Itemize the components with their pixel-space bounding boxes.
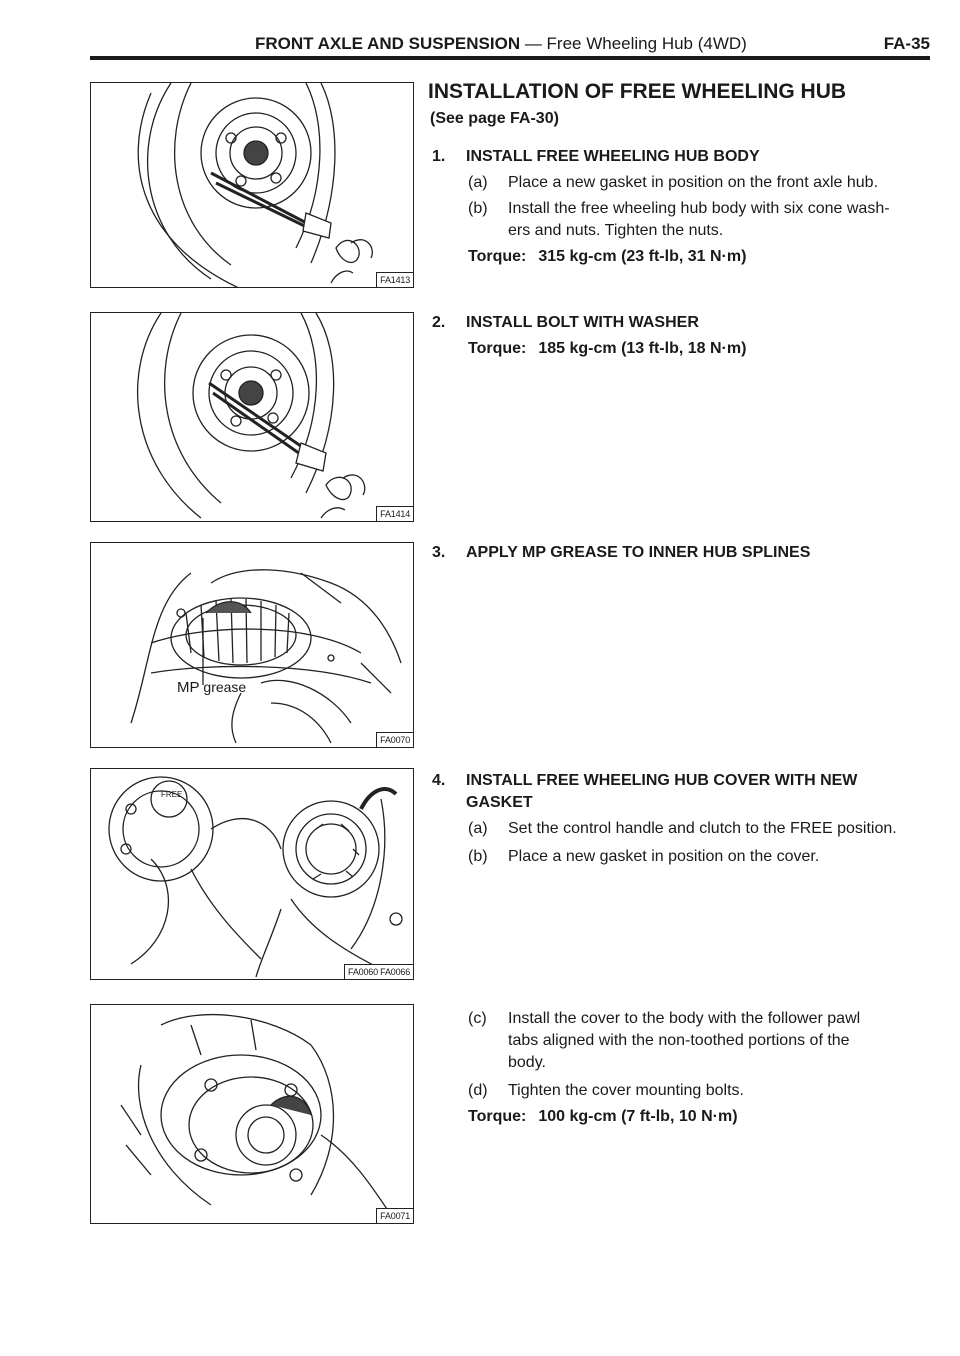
sub-text: Place a new gasket in position on the cover. — [508, 848, 820, 865]
sub-text-cont: ers and nuts. Tighten the nuts. — [508, 222, 724, 239]
section-title: INSTALLATION OF FREE WHEELING HUB — [428, 80, 847, 103]
figure-bolt-torque — [90, 312, 414, 522]
figure-code: FA1414 — [376, 506, 413, 521]
bolt-wrench-illustration — [91, 313, 414, 522]
figure-hub-cover — [90, 768, 414, 980]
section-reference: (See page FA-30) — [430, 110, 559, 127]
step-2-title — [432, 312, 699, 334]
torque-label: Torque: — [468, 248, 527, 265]
torque-value: 185 kg-cm (13 ft-lb, 18 N·m) — [538, 340, 747, 357]
figure-cover-bolts — [90, 1004, 414, 1224]
sub-text: Tighten the cover mounting bolts. — [508, 1082, 744, 1099]
sub-text-cont: tabs aligned with the non-toothed portions of the — [508, 1032, 850, 1049]
sub-text: Install the cover to the body with the follower pawl — [508, 1010, 861, 1027]
torque-label: Torque: — [468, 1108, 527, 1125]
hub-cover-gasket-illustration — [91, 769, 414, 980]
header-title — [255, 34, 747, 54]
step-4-torque — [468, 1106, 738, 1128]
sub-marker: (d) — [468, 1082, 488, 1099]
step-1-title — [432, 146, 760, 168]
sub-text: Install the free wheeling hub body with six cone wash- — [508, 200, 890, 217]
sub-text: Place a new gasket in position on the front axle hub. — [508, 174, 879, 191]
torque-value: 315 kg-cm (23 ft-lb, 31 N·m) — [538, 248, 747, 265]
step-title-cont: GASKET — [466, 794, 533, 811]
figure-code: FA0070 — [376, 732, 413, 747]
step-4c — [468, 1008, 928, 1074]
mp-grease-label-grease: grease — [203, 679, 247, 695]
torque-value: 100 kg-cm (7 ft-lb, 10 N·m) — [538, 1108, 738, 1125]
figure-code: FA0060 FA0066 — [344, 964, 413, 979]
grease-splines-illustration — [91, 543, 414, 748]
step-title: INSTALL FREE WHEELING HUB COVER WITH NEW — [466, 772, 858, 789]
step-4d — [468, 1080, 928, 1102]
mp-grease-label — [177, 679, 246, 696]
step-3-title — [432, 542, 810, 564]
sub-text-cont: body. — [508, 1054, 546, 1071]
step-4a — [468, 818, 928, 840]
figure-hub-body-torque — [90, 82, 414, 288]
sub-text: Set the control handle and clutch to the FREE position. — [508, 820, 897, 837]
figure-code: FA1413 — [376, 272, 413, 287]
mp-grease-label-mp: MP — [177, 679, 200, 696]
sub-marker: (c) — [468, 1010, 487, 1027]
sub-marker: (b) — [468, 200, 488, 217]
step-number: 1. — [432, 148, 446, 165]
step-1b — [468, 198, 928, 242]
step-number: 2. — [432, 314, 446, 331]
step-1-torque — [468, 246, 746, 268]
sub-marker: (b) — [468, 848, 488, 865]
step-1a — [468, 172, 928, 194]
figure-mp-grease — [90, 542, 414, 748]
step-title: APPLY MP GREASE TO INNER HUB SPLINES — [466, 544, 811, 561]
sub-marker: (a) — [468, 174, 488, 191]
header-title-section: FRONT AXLE AND SUSPENSION — [255, 34, 521, 53]
step-title: INSTALL FREE WHEELING HUB BODY — [466, 148, 760, 165]
cover-bolts-illustration — [91, 1005, 414, 1224]
step-number: 4. — [432, 772, 446, 789]
page-number: FA-35 — [883, 34, 930, 53]
header-title-subsection: — Free Wheeling Hub (4WD) — [520, 34, 747, 53]
figure-code: FA0071 — [376, 1208, 413, 1223]
step-number: 3. — [432, 544, 446, 561]
step-title: INSTALL BOLT WITH WASHER — [466, 314, 699, 331]
torque-label: Torque: — [468, 340, 527, 357]
svg-text:FREE: FREE — [161, 790, 183, 799]
sub-marker: (a) — [468, 820, 488, 837]
step-2-torque — [468, 338, 746, 360]
hub-wrench-illustration — [91, 83, 414, 288]
header-rule — [90, 56, 930, 60]
step-4-title — [432, 770, 857, 814]
step-4b — [468, 846, 928, 868]
page-header — [90, 32, 930, 62]
